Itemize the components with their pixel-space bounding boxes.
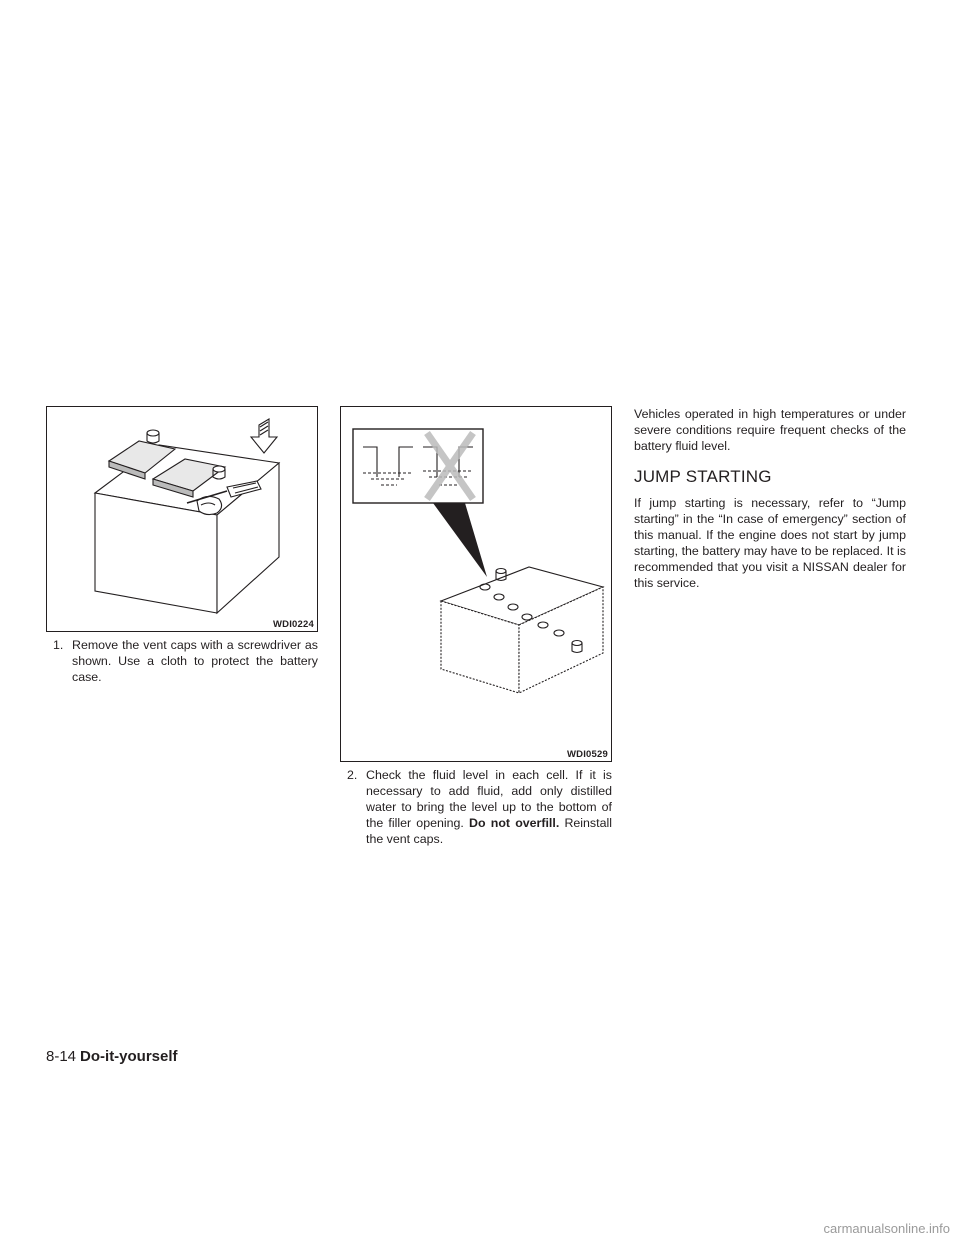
- step-2: [347, 767, 612, 847]
- intro-paragraph: Vehicles operated in high temperatures or under severe conditions require frequent checks of the battery fluid level.: [634, 407, 906, 453]
- watermark: carmanualsonline.info: [823, 1221, 950, 1236]
- section-title: Do-it-yourself: [80, 1048, 178, 1065]
- step-text-end: Reinstall the vent caps.: [366, 816, 612, 846]
- step-number: 1.: [53, 638, 64, 652]
- figure-fluid-level: [340, 406, 612, 762]
- warning-text: Do not overfill.: [469, 816, 560, 830]
- step-text: Remove the vent caps with a screwdriver as shown. Use a cloth to protect the battery case.: [72, 638, 318, 684]
- step-1: [53, 637, 318, 685]
- page-footer: [46, 1048, 178, 1065]
- figure-vent-cap-removal: [46, 406, 318, 632]
- step-text: [366, 767, 612, 847]
- figure-code: WDI0529: [566, 749, 608, 760]
- section-heading: JUMP STARTING: [634, 467, 772, 486]
- jump-starting-paragraph: If jump starting is necessary, refer to “Jump starting” in the “In case of emergency” section of this manual. If the engine does not start by jump starting, the battery may have to be replaced. It is recommended that you visit a NISSAN dealer for this service.: [634, 496, 906, 590]
- step-text-main: Check the fluid level in each cell. If it is necessary to add fluid, add only distilled water to bring the level up to the bottom of the filler opening.: [366, 768, 612, 830]
- right-column: [634, 406, 906, 591]
- battery-screwdriver-illustration: [47, 407, 319, 633]
- fluid-level-illustration: [341, 407, 613, 763]
- page-number: 8-14: [46, 1048, 77, 1065]
- figure-code: WDI0224: [272, 619, 314, 630]
- step-number: 2.: [347, 768, 358, 782]
